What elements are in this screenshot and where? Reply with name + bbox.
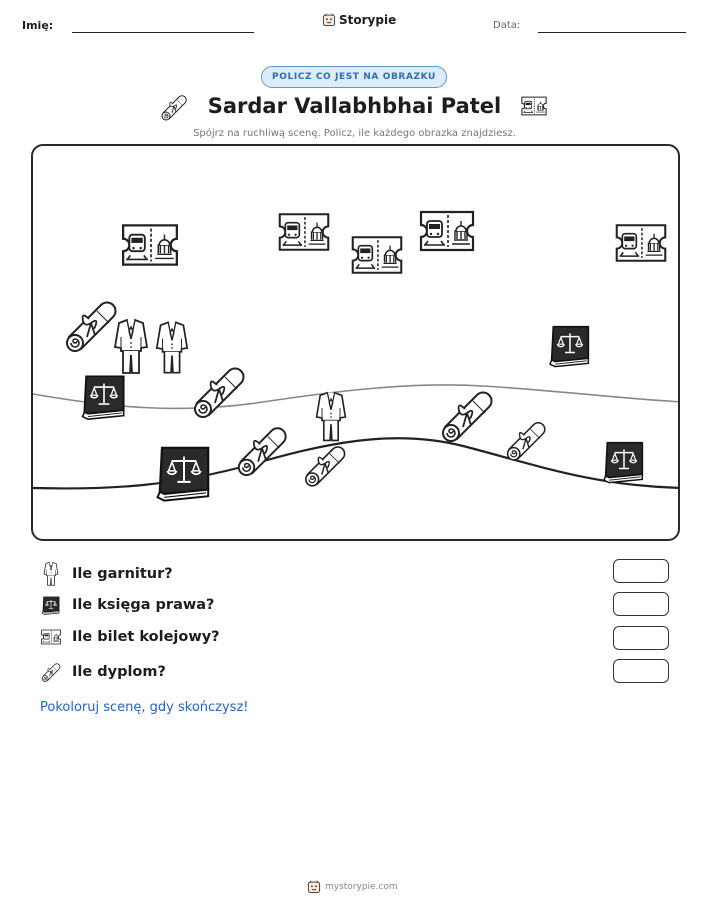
diploma-icon xyxy=(301,441,349,489)
law-book-icon xyxy=(545,321,595,369)
diploma-icon xyxy=(437,386,497,444)
counting-scene xyxy=(31,144,680,541)
instructions: Spójrz na ruchliwą scenę. Policz, ile każdego obrazka znajdziesz. xyxy=(193,128,516,139)
activity-badge: POLICZ CO JEST NA OBRAZKU xyxy=(261,66,447,88)
question-diplomas xyxy=(40,661,166,683)
question-label: Ile księga prawa? xyxy=(72,597,215,613)
diploma-icon xyxy=(503,416,549,464)
answer-box-law-books[interactable] xyxy=(613,592,669,616)
train-ticket-icon xyxy=(520,95,548,117)
train-ticket-icon xyxy=(40,628,62,646)
suit-icon xyxy=(153,318,191,378)
law-book-icon xyxy=(151,441,217,503)
law-book-icon xyxy=(77,371,131,421)
answer-box-suits[interactable] xyxy=(613,559,669,583)
brand-logo xyxy=(322,13,396,27)
train-ticket-icon xyxy=(119,222,181,268)
coloring-note: Pokoloruj scenę, gdy skończysz! xyxy=(40,700,249,715)
storypie-icon xyxy=(322,13,336,27)
law-book-icon xyxy=(599,436,649,486)
site-url[interactable]: mystorypie.com xyxy=(325,882,398,892)
brand-name: Storypie xyxy=(339,13,397,27)
page-title: Sardar Vallabhbhai Patel xyxy=(207,94,502,118)
diploma-icon xyxy=(40,661,62,683)
question-label: Ile dyplom? xyxy=(72,664,166,680)
law-book-icon xyxy=(40,594,62,616)
train-ticket-icon xyxy=(417,209,477,253)
question-label: Ile bilet kolejowy? xyxy=(72,629,220,645)
diploma-icon xyxy=(233,421,291,479)
suit-icon xyxy=(40,561,62,587)
date-line[interactable] xyxy=(538,32,686,33)
question-law-books xyxy=(40,594,214,616)
diploma-icon xyxy=(61,296,121,354)
name-line[interactable] xyxy=(72,32,254,33)
train-ticket-icon xyxy=(613,222,669,264)
diploma-icon xyxy=(189,361,249,421)
question-train-tickets xyxy=(40,628,220,646)
question-label: Ile garnitur? xyxy=(72,566,173,582)
question-suits xyxy=(40,561,173,587)
train-ticket-icon xyxy=(276,211,332,253)
date-label: Data: xyxy=(493,20,521,31)
name-label: Imię: xyxy=(22,19,54,32)
suit-icon xyxy=(313,389,349,445)
storypie-icon xyxy=(307,880,321,894)
answer-box-train-tickets[interactable] xyxy=(613,626,669,650)
site-footer xyxy=(307,880,398,894)
train-ticket-icon xyxy=(349,234,405,276)
answer-box-diplomas[interactable] xyxy=(613,659,669,683)
